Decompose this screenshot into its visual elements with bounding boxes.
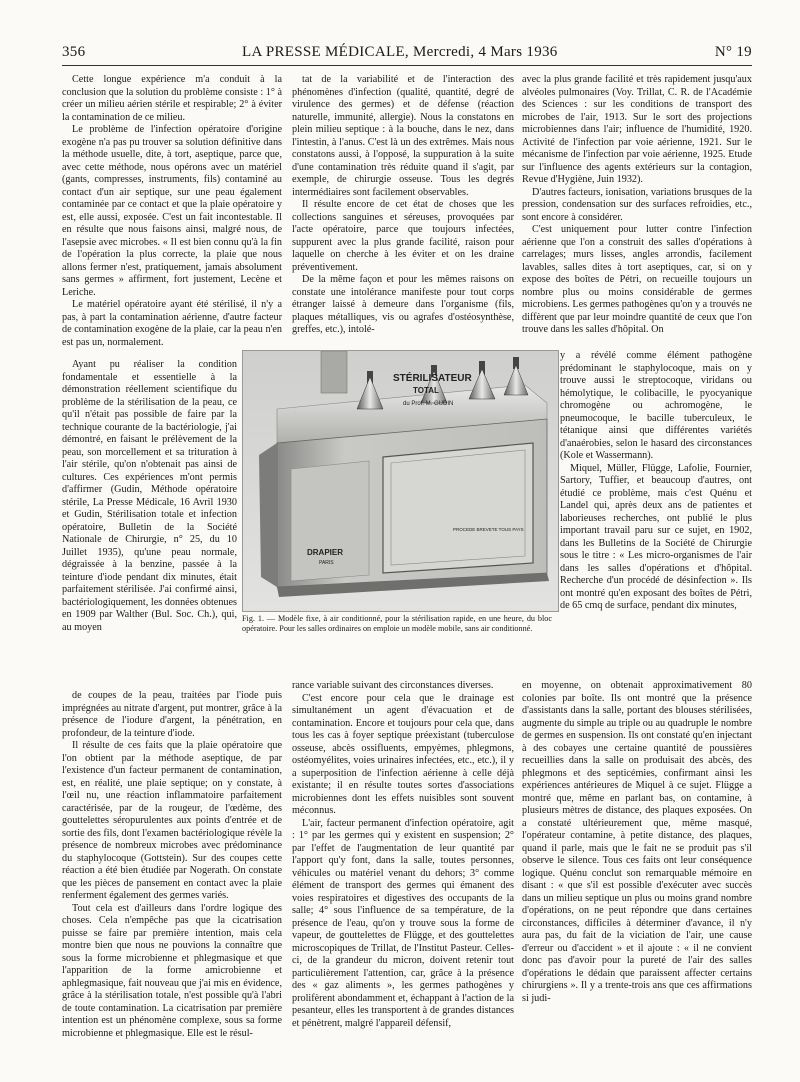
maker-name: DRAPIER <box>307 548 344 557</box>
column-3-middle <box>560 350 752 680</box>
figure-caption: Fig. 1. — Modèle fixe, à air conditionné, pour la stérilisation rapide, en une heure, du bloc opératoire. Pour les salles ordinaires on emploie un modèle mobile, sans air conditionné. <box>242 614 552 633</box>
column-3-bottom <box>522 680 752 1055</box>
paragraph: L'air, facteur permanent d'infection opératoire, agit : 1° par les germes qui y existent en suspension; 2° par l'effet de l'augmentation de leur quantité par l'apport qu'y font, dans la salle, toutes personnes, véhicules ou matériel venant du dehors; 3° comme élément de transport des germes qui émanent des voies respiratoires et digestives des occupants de la salle; 4° sous l'influence de sa température, de la présence de l'eau, qu'on y trouve sous la forme de vapeur, de gouttelettes de Flügge, et des gouttelettes microscopiques de Trillat, de l'Institut Pasteur. Celles-ci, de la grandeur du micron, doivent retenir tout particulièrement l'attention, car, grâce à la présence des « gaz aliments », les germes pathogènes y prolifèrent abondamment et, échappant à l'action de la pesanteur, elles les transportent à de grandes distances et pénètrent, malgré l'appareil défensif, <box>292 817 514 1029</box>
column-1-bottom <box>62 690 282 1055</box>
paragraph: Le matériel opératoire ayant été stérilisé, il n'y a pas, à part la contamination aérienne, d'autre facteur de contamination exogène de la plaie, car la peau n'en est pas un, normalement. <box>62 299 282 348</box>
paragraph: Il résulte encore de cet état de choses que les collections sanguines et séreuses, provoquées par l'acte opératoire, parce que toujours infectées, suppurent avec la plus grande facilité, raison pour laquelle on cherche à les éviter et on les draine préventivement. <box>292 199 514 273</box>
page-header <box>62 44 752 66</box>
column-1-middle <box>62 359 237 689</box>
patent-plate: PROCEDE BREVETE TOUS PAYS <box>453 527 524 532</box>
column-2-top <box>292 74 514 336</box>
paragraph: de coupes de la peau, traitées par l'iode puis imprégnées au nitrate d'argent, put montrer, grâce à la présence de l'iodure d'argent, la pénétration, en profondeur, de la teinture d'iode. <box>62 690 282 739</box>
publication-title: LA PRESSE MÉDICALE, Mercredi, 4 Mars 1936 <box>242 44 558 60</box>
paragraph: Miquel, Müller, Flügge, Lafolie, Fournier, Sartory, Tuffier, et beaucoup d'autres, ont étudié ce problème, mais c'est Quénu et Landel qui, après deux ans de patientes et laborieuses recherches, ont publié le plus important travail paru sur ce sujet, en 1902, dans les Bulletins de la Société de Chirurgie sous le titre : « Les micro-organismes de l'air dans les salles d'opérations et d'hôpital. Recherche d'un procédé de désinfection ». Ils ont montré qu'en exposant des boîtes de Pétri, de 65 cmq de surface, pendant dix minutes, <box>560 462 752 611</box>
paragraph: en moyenne, on obtenait approximativement 80 colonies par boîte. Ils ont montré que la présence d'assistants dans la salle, portant des blouses stérilisées, augmente du simple au triple ou au quadruple le nombre de germes en suspension. Ils ont constaté qu'en injectant à des cobayes une certaine quantité de poussières recueillies dans la salle on produisait des abcès, des phlegmons et des septicémies, confirmant ainsi les expériences antérieures de Miquel à ce sujet. Flügge a montré que, même en parlant bas, on contamine, à plusieurs mètres de distance, des plaques exposées. On a constaté ultérieurement que, même masqué, l'opérateur contamine, à petite distance, des plaques, quand il parle, mais que le fait ne se produit pas s'il observe le silence. Tous ces faits ont leur conséquence logique. Quénu conclut son remarquable mémoire en disant : « que s'il est possible d'exécuter avec succès dans un milieu septique un plus ou moins grand nombre d'opérations, on ne peut répondre que dans certaines circonstances, difficiles à déterminer d'avance, il n'y aura pas, du fait de la viciation de l'air, une cause d'erreur ou d'accident » et il ajoute : « il ne convient donc pas d'avoir pour la pureté de l'air des salles d'opérations le dédain que paraissent affecter certains chirurgiens ». Il y a trente-trois ans que ces affirmations si judi- <box>522 680 752 1004</box>
issue-number: N° 19 <box>714 44 752 60</box>
paragraph: avec la plus grande facilité et très rapidement jusqu'aux alvéoles pulmonaires (Voy. Trillat, C. R. de l'Académie des Sciences : sur les conditions de transport des microbes de l'air, 1913. Sur le sort des projections microbiennes dans l'air; influence de l'humidité, 1920. Activité de l'infection par voie aérienne, 1921. Sur le mécanisme de l'infection par voie aérienne, 1925. Etude sur l'influence des agents extérieurs sur la contagion, Revue d'Hygiène, Juin 1932). <box>522 74 752 185</box>
paragraph: C'est encore pour cela que le drainage est simultanément un agent d'évacuation et de contamination. Encore et toujours pour cela que, dans tous les cas à foyer septique préexistant (tuberculose osseuse, abcès ossifluents, empyèmes, phlegmons, ostéomyélites, voies urinaires infectées, etc., etc.), il y a superposition de l'infection aérienne à celle déjà existante; il en résulte toutes sortes d'associations microbiennes dont les effets nuisibles sont souvent méconnus. <box>292 692 514 816</box>
paragraph: Il résulte de ces faits que la plaie opératoire que l'on obtient par la méthode aseptique, de par l'existence d'un facteur permanent de contamination, est, en réalité, une plaie septique; on y constate, à l'œil nu, une réaction inflammatoire parfaitement caractérisée, par de la rougeur, de l'œdème, des gouttelettes séropurulentes aux points d'entrée et de sortie des fils, dont l'examen bactériologique révèle la présence de nombreux microbes avec prédominance du staphylocoque (Gottstein). Sur des coupes cette réaction a été bien étudiée par Nogerath. On constate que les pièces de pansement en contact avec la plaie renferment également des germes variés. <box>62 740 282 901</box>
paragraph: Le problème de l'infection opératoire d'origine exogène n'a pas pu trouver sa solution définitive dans la méthode usuelle, dite, à tort, aseptique, parce que, avec cette méthode, nous opérons avec un matériel (gants, compresses, instruments, fils) contaminé au contact d'un air septique, sur une peau également contaminée par ce contact et que la plaie opératoire y est, elle aussi, exposée. C'est un fait incontestable. Il en résulte que nous faisons ainsi, malgré nous, de l'asepsie avec microbes. « Il est bien connu qu'à la fin de l'opération la plus correcte, la plaie que nous allons fermer n'est, pratiquement, jamais absolument sans germes » affirment, fort justement, Lecène et Leriche. <box>62 124 282 298</box>
paragraph: y a révélé comme élément pathogène prédominant le staphylocoque, mais on y trouve aussi le streptocoque, viridans ou hémolytique, le colibacille, le pyocyanique chromogène ou achromogène, le pneumocoque, le bacille tuberculeux, le tétanique ainsi que différentes variétés d'anaérobies, selon le hasard des circonstances (Kole et Wassermann). <box>560 350 752 461</box>
column-2-bottom <box>292 680 514 1055</box>
paragraph: Ayant pu réaliser la condition fondamentale et essentielle à la démonstration réellement scientifique du problème de la stérilisation de la peau, ce qu'il n'était pas possible de faire par la technique courante de la bactériologie, j'ai démontré, en faisant le prélèvement de la peau, son morcellement et sa trituration à l'air stérile, qu'on n'obtenait pas ainsi de cultures. Ces expériences m'ont permis d'affirmer (Gudin, Méthode opératoire stérile, La Presse Médicale, 16 Avril 1930 et Gudin, Stérilisation totale et infection opératoire, Bulletin de la Société Nationale de Chirurgie, n° 25, du 10 Juillet 1935), qu'une peau normale, dégraissée à la benzine, passée à la teinture d'iode pendant dix minutes, était parfaitement stérilisée. J'ai confirmé ainsi, bactériologiquement, les données obtenues en 1909 par Walther (Bul. Soc. Ch.), qui, au moyen <box>62 359 237 633</box>
paragraph: tat de la variabilité et de l'interaction des phénomènes d'infection (qualité, quantité, degré de virulence des germes) et de défense (réaction naturelle, immunité, allergie). Nous la constatons en plein milieu septique : à la bouche, dans le nez, dans l'intestin, à l'anus. C'est là un des extrêmes. Mais nous constatons aussi, à l'opposé, la suppuration à la suite d'une contamination très réduite quand il s'agit, par exemple, de chirurgie osseuse. Tous les degrés intermédiaires sont facilement observables. <box>292 74 514 198</box>
maker-city: PARIS <box>319 560 334 566</box>
column-3-top <box>522 74 752 349</box>
page-number: 356 <box>62 44 86 60</box>
machine-author: du Prof. M. GUDIN <box>403 401 454 407</box>
sterilizer-photo <box>242 350 559 612</box>
paragraph: C'est uniquement pour lutter contre l'infection aérienne que l'on a construit des salles d'opérations à carrelages; murs lisses, angles arrondis, facilement lavables, salles dites à tort aseptiques, car, si on y expose des boîtes de Pétri, on recueille toujours un nombre plus ou moins considérable de germes microbiens. Les germes pathogènes qu'on y a trouvés ne diffèrent que par leur moindre quantité de ceux que l'on trouve dans les salles d'hôpital. On <box>522 224 752 335</box>
paragraph: De la même façon et pour les mêmes raisons on constate une intolérance manifeste pour tout corps étranger laissé à demeure dans l'organisme (fils, plaques métalliques, vis ou agrafes d'ostéosynthèse, greffes, etc.), intolé- <box>292 274 514 335</box>
paragraph: Tout cela est d'ailleurs dans l'ordre logique des choses. Cela n'empêche pas que la cicatrisation puisse se faire par première intention, mais cela montre bien que nous ne pouvions la connaître que sous la forme microbienne et phlegmasique et que l'apparition de la forme amicrobienne et aphlegmasique, fait nouveau que j'ai mis en évidence, grâce à la stérilisation totale, n'est possible qu'à l'abri de toute contamination. La cicatrisation par première intention est un phénomène complexe, sous sa forme microbienne et phlegmasique. Elle est le résul- <box>62 902 282 1039</box>
paragraph: rance variable suivant des circonstances diverses. <box>292 680 494 691</box>
header-rule <box>62 65 752 66</box>
machine-subtitle: TOTAL <box>413 386 439 395</box>
paragraph: Cette longue expérience m'a conduit à la conclusion que la solution du problème consiste : 1° à créer un milieu aérien stérile et respirable; 2° à éviter la contamination de ce milieu. <box>62 74 282 123</box>
column-1-top <box>62 74 282 359</box>
sterilizer-illustration <box>243 351 558 611</box>
paragraph: D'autres facteurs, ionisation, variations brusques de la pression, condensation sur des surfaces refroidies, etc., sont encore à considérer. <box>522 186 752 223</box>
machine-title: STÉRILISATEUR <box>393 373 472 384</box>
